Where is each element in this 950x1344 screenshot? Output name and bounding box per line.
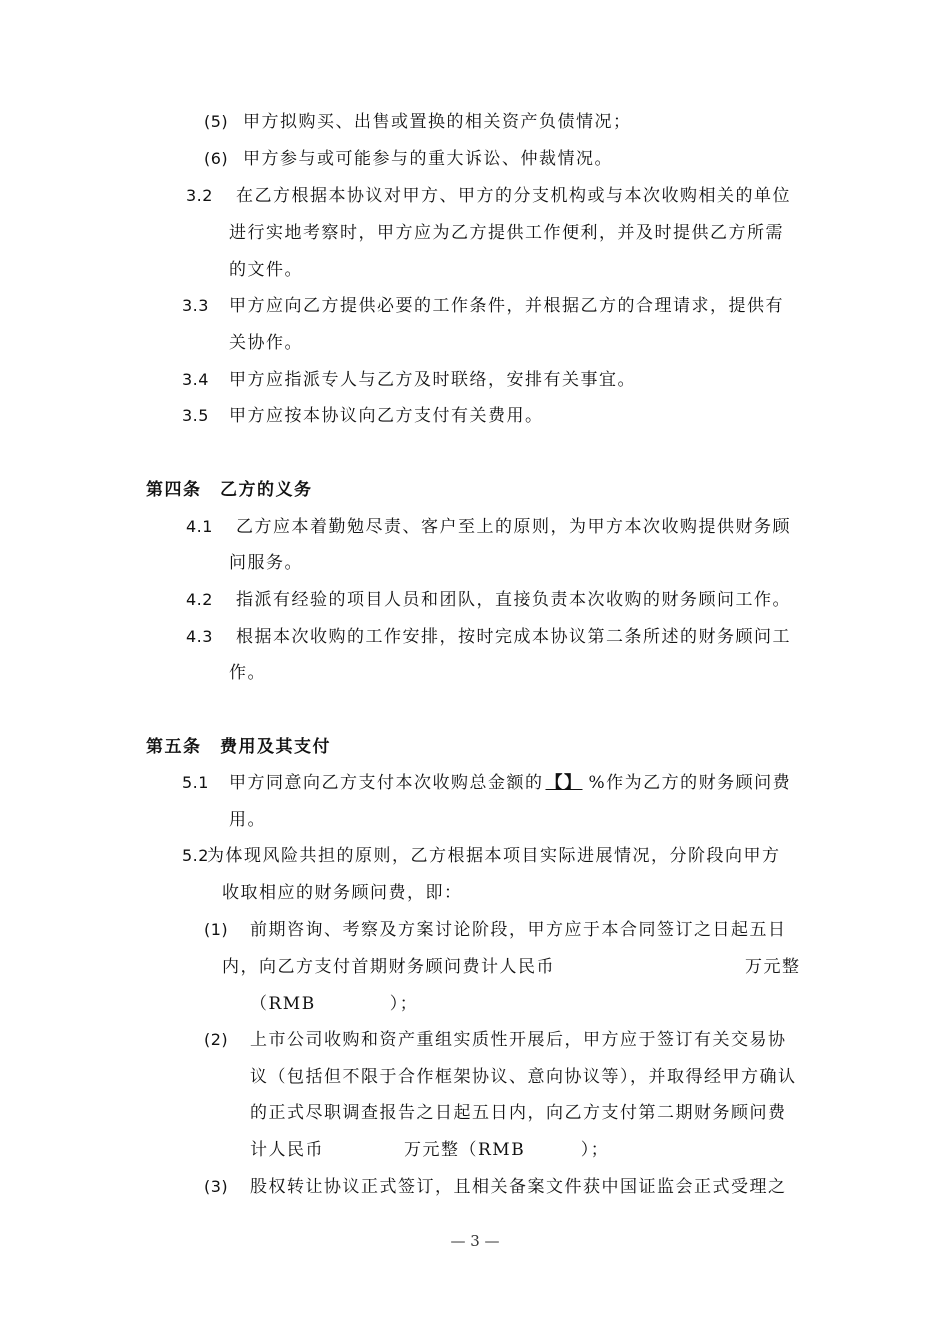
item-number: (1) (204, 920, 229, 939)
clause-text: 在乙方根据本协议对甲方、甲方的分支机构或与本次收购相关的单位 (236, 186, 791, 206)
clause-text-part: 甲方同意向乙方支付本次收购总金额的 (229, 773, 544, 793)
clause-text: 问服务。 (229, 553, 303, 573)
clause-text: 进行实地考察时，甲方应为乙方提供工作便利，并及时提供乙方所需 (229, 223, 784, 243)
clause-text-part: %作为乙方的财务顾问费 (588, 773, 792, 793)
clause-text: 为体现风险共担的原则，乙方根据本项目实际进展情况，分阶段向甲方 (207, 846, 781, 866)
item-text: 计人民币 (250, 1140, 324, 1160)
clause-number: 4.2 (186, 590, 213, 609)
clause-text: 指派有经验的项目人员和团队，直接负责本次收购的财务顾问工作。 (236, 590, 791, 610)
clause-text: 甲方应指派专人与乙方及时联络，安排有关事宜。 (229, 370, 636, 390)
clause-number: 3.4 (182, 370, 209, 389)
item-text: 议（包括但不限于合作框架协议、意向协议等），并取得经甲方确认 (250, 1067, 797, 1087)
item-number: (5) (204, 112, 229, 131)
article-heading: 第四条 乙方的义务 (146, 480, 313, 500)
item-text: 前期咨询、考察及方案讨论阶段，甲方应于本合同签订之日起五日 (250, 920, 787, 940)
clause-text: 乙方应本着勤勉尽责、客户至上的原则，为甲方本次收购提供财务顾 (236, 517, 791, 537)
clause-number: 3.3 (182, 296, 209, 315)
item-text: 甲方拟购买、出售或置换的相关资产负债情况； (243, 112, 632, 132)
item-text: 上市公司收购和资产重组实质性开展后，甲方应于签订有关交易协 (250, 1030, 787, 1050)
item-number: (3) (204, 1177, 229, 1196)
clause-text: 根据本次收购的工作安排，按时完成本协议第二条所述的财务顾问工 (236, 627, 791, 647)
item-number: (6) (204, 149, 229, 168)
clause-number: 3.5 (182, 406, 209, 425)
item-text: 股权转让协议正式签订，且相关备案文件获中国证监会正式受理之 (250, 1177, 787, 1197)
clause-text: 的文件。 (229, 260, 303, 280)
clause-text: 作。 (229, 663, 266, 683)
clause-text: 收取相应的财务顾问费，即： (222, 883, 463, 903)
clause-number: 5.1 (182, 773, 209, 792)
clause-text: 用。 (229, 810, 266, 830)
item-text: 万元整 (745, 957, 801, 977)
item-text: （RMB ）； (250, 994, 419, 1014)
clause-text (229, 771, 791, 795)
item-text: 内，向乙方支付首期财务顾问费计人民币 (222, 957, 555, 977)
item-text: 甲方参与或可能参与的重大诉讼、仲裁情况。 (243, 149, 613, 169)
clause-text: 甲方应按本协议向乙方支付有关费用。 (229, 406, 544, 426)
page-number: — 3 — (450, 1232, 500, 1250)
clause-number: 4.1 (186, 517, 213, 536)
item-text: 万元整（RMB ）； (404, 1140, 610, 1160)
item-text: 的正式尽职调查报告之日起五日内，向乙方支付第二期财务顾问费 (250, 1103, 787, 1123)
clause-text: 关协作。 (229, 333, 303, 353)
clause-number: 3.2 (186, 186, 213, 205)
clause-text: 甲方应向乙方提供必要的工作条件，并根据乙方的合理请求，提供有 (229, 296, 784, 316)
article-heading: 第五条 费用及其支付 (146, 737, 331, 757)
clause-number: 4.3 (186, 627, 213, 646)
fee-percent-blank: 【】 (545, 773, 583, 793)
item-number: (2) (204, 1030, 229, 1049)
clause-number: 5.2 (182, 846, 209, 865)
